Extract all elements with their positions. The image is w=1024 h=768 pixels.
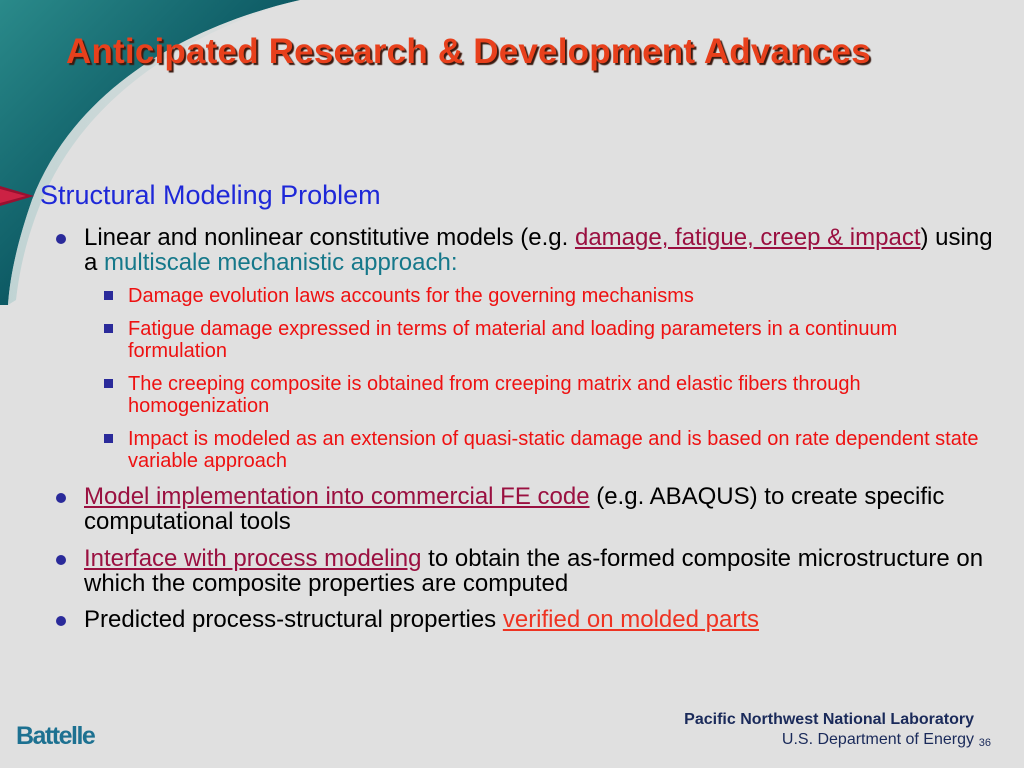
item-text: Linear and nonlinear constitutive models (e.g. [84, 224, 575, 251]
square-bullet-icon [104, 291, 113, 300]
slide-title: Anticipated Research & Development Advances [66, 32, 871, 71]
square-bullet-icon [104, 379, 113, 388]
list-item [128, 285, 998, 307]
list-item [84, 484, 1004, 534]
multiscale-text: multiscale mechanistic approach: [104, 249, 458, 276]
damage-fatigue-link[interactable]: damage, fatigue, creep & impact [574, 224, 921, 251]
molded-parts-link[interactable]: verified on molded parts [502, 606, 759, 633]
item-text: Impact is modeled as an extension of quasi-static damage and is based on rate dependent state variable approach [128, 428, 979, 472]
item-text: ) using a [84, 224, 993, 276]
fe-code-link[interactable]: Model implementation into commercial FE code [84, 483, 590, 510]
heading-arrow-icon [0, 186, 34, 206]
list-item [84, 546, 1004, 596]
list-item [128, 373, 998, 417]
list-item [84, 607, 1004, 632]
process-modeling-link[interactable]: Interface with process modeling [84, 545, 422, 572]
list-item [84, 225, 1004, 275]
list-item [128, 318, 998, 362]
item-text: to obtain the as-formed composite microstructure on which the composite properties are computed [84, 545, 984, 597]
square-bullet-icon [104, 434, 113, 443]
square-bullet-icon [104, 324, 113, 333]
page-number: 36 [978, 737, 991, 749]
item-text: Predicted process-structural properties [84, 606, 503, 633]
round-bullet-icon [56, 616, 66, 626]
round-bullet-icon [56, 493, 66, 503]
item-text: Damage evolution laws accounts for the governing mechanisms [128, 285, 694, 307]
lab-name: Pacific Northwest National Laboratory [684, 711, 974, 728]
department-name: U.S. Department of Energy [781, 731, 974, 748]
item-text: The creeping composite is obtained from creeping matrix and elastic fibers through homogenization [128, 373, 861, 417]
round-bullet-icon [56, 234, 66, 244]
item-text: Fatigue damage expressed in terms of material and loading parameters in a continuum formulation [128, 318, 898, 362]
battelle-logo: Battelle [16, 722, 95, 750]
list-item [128, 428, 998, 472]
section-heading: Structural Modeling Problem [40, 180, 381, 210]
item-text: (e.g. ABAQUS) to create specific computational tools [84, 483, 945, 535]
round-bullet-icon [56, 555, 66, 565]
